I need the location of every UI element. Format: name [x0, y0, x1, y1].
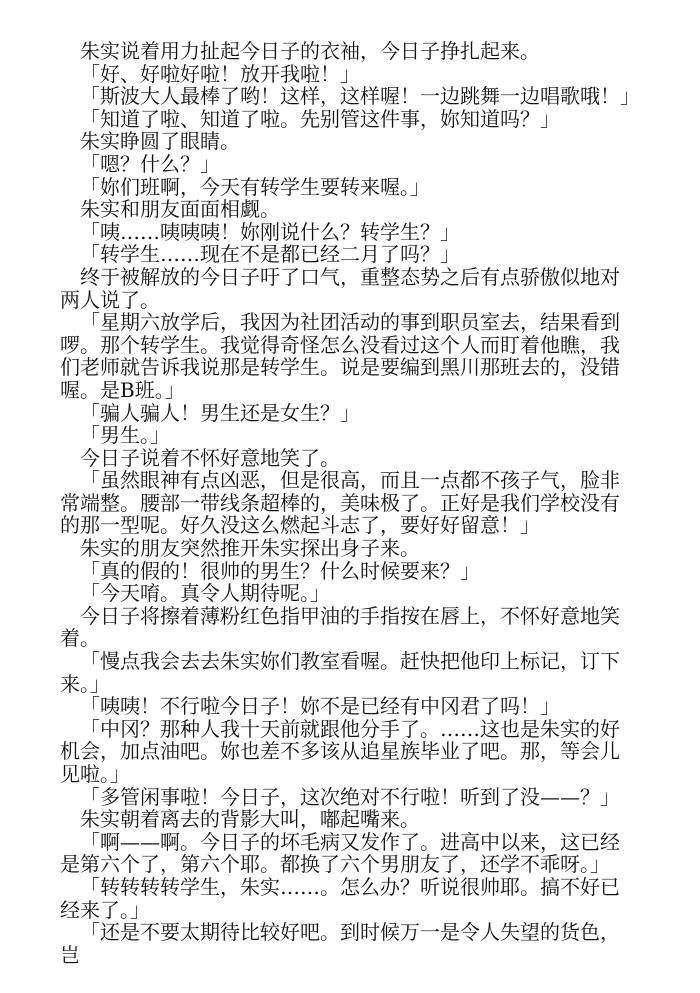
paragraph: 今日子将擦着薄粉红色指甲油的手指按在唇上，不怀好意地笑着。: [60, 603, 620, 651]
paragraph: 「骗人骗人！男生还是女生？」: [80, 400, 360, 425]
paragraph: 「中冈？那种人我十天前就跟他分手了。……这也是朱实的好机会，加点油吧。妳也差不多该从追星族毕业了吧。那，等会儿见啦。」: [60, 716, 620, 786]
paragraph: 朱实睁圆了眼睛。: [80, 129, 240, 154]
paragraph: 「星期六放学后，我因为社团活动的事到职员室去，结果看到啰。那个转学生。我觉得奇怪怎么没看过这个人而盯着他瞧，我们老师就告诉我说那是转学生。说是要编到黑川那班去的，没错喔。是B班。」: [60, 310, 620, 402]
paragraph: 「妳们班啊，今天有转学生要转来喔。」: [80, 174, 430, 199]
paragraph: 「转转转转学生，朱实……。怎么办？听说很帅耶。搞不好已经来了。」: [60, 874, 620, 922]
paragraph: 「咦……咦咦咦！妳刚说什么？转学生？」: [80, 219, 460, 244]
paragraph: 「今天唷。真令人期待呢。」: [80, 581, 330, 606]
paragraph: 朱实朝着离去的背影大叫，嘟起嘴来。: [80, 807, 420, 832]
paragraph: 「好、好啦好啦！放开我啦！」: [80, 61, 360, 86]
paragraph: 「嗯？什么？」: [80, 151, 220, 176]
paragraph: 今日子说着不怀好意地笑了。: [80, 445, 340, 470]
paragraph: 终于被解放的今日子吁了口气，重整态势之后有点骄傲似地对两人说了。: [60, 264, 620, 312]
paragraph: 「咦咦！不行啦今日子！妳不是已经有中冈君了吗！」: [80, 694, 560, 719]
paragraph: 「转学生……现在不是都已经二月了吗？」: [80, 242, 460, 267]
paragraph: 「真的假的！很帅的男生？什么时候要来？」: [80, 558, 480, 583]
paragraph: 「知道了啦、知道了啦。先别管这件事，妳知道吗？」: [80, 106, 560, 131]
paragraph: 「男生。」: [80, 423, 170, 448]
paragraph: 「还是不要太期待比较好吧。到时候万一是令人失望的货色，岂: [60, 920, 620, 967]
paragraph: 朱实和朋友面面相觑。: [80, 197, 280, 222]
paragraph: 「啊——啊。今日子的坏毛病又发作了。进高中以来，这已经是第六个了，第六个耶。都换了六个男朋友了，还学不乖呀。」: [60, 829, 620, 877]
paragraph: 「斯波大人最棒了哟！这样，这样喔！一边跳舞一边唱歌哦！」: [80, 84, 640, 109]
paragraph: 朱实的朋友突然推开朱实探出身子来。: [80, 536, 420, 561]
paragraph: 朱实说着用力扯起今日子的衣袖，今日子挣扎起来。: [80, 39, 540, 63]
paragraph: 「多管闲事啦！今日子，这次绝对不行啦！听到了没——？」: [80, 784, 620, 809]
paragraph: 「慢点我会去去朱实妳们教室看喔。赶快把他印上标记，订下来。」: [60, 649, 620, 696]
paragraph: 「虽然眼神有点凶恶，但是很高，而且一点都不孩子气，脸非常端整。腰部一带线条超棒的，美味极了。正好是我们学校没有的那一型呢。好久没这么燃起斗志了，要好好留意！」: [60, 468, 620, 538]
